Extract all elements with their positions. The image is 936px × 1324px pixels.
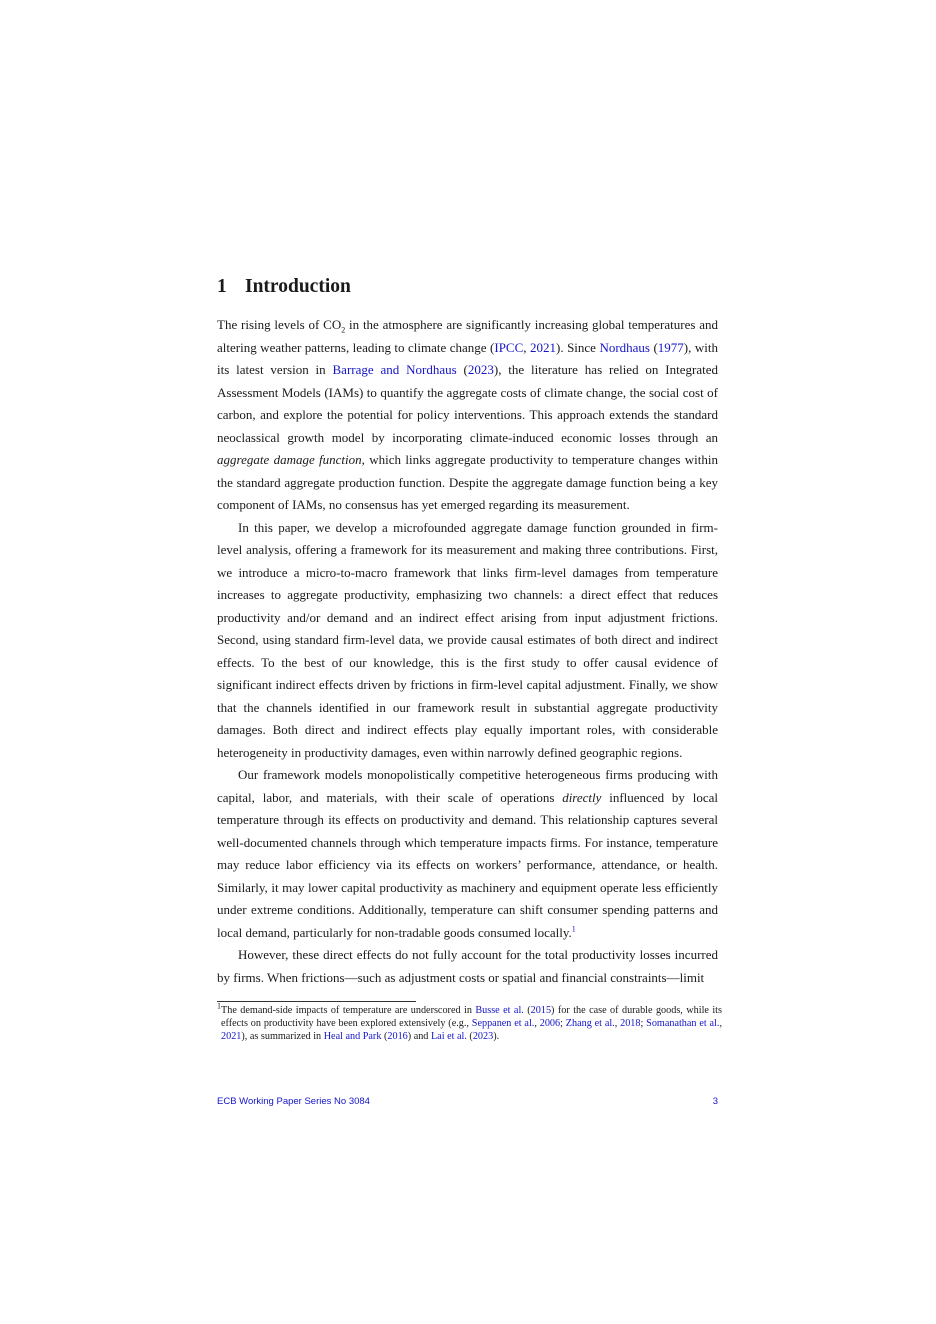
citation-link-ipcc[interactable]: IPCC — [494, 339, 524, 355]
section-number: 1 — [217, 276, 227, 297]
footnote-rule — [217, 1001, 416, 1002]
text-run: , — [534, 1018, 540, 1029]
text-run: ( — [649, 339, 658, 355]
citation-link-nordhaus-year[interactable]: 1977 — [657, 339, 684, 355]
citation-link-busse-year[interactable]: 2015 — [530, 1005, 552, 1016]
footnote-mark-link[interactable]: 1 — [571, 924, 576, 934]
footer-page-number: 3 — [712, 1096, 718, 1107]
text-run: ( — [466, 1031, 473, 1042]
text-run: ), the literature has relied on Integrated Assessment Models (IAMs) to quantify the aggregate costs of climate change, the social cost of carbon, and explore the potential for policy interventions. This approach extends the standard neoclassical growth model by incorporating climate-induced economic losses through an — [217, 362, 718, 445]
page-footer — [217, 1096, 718, 1107]
co2-subscript: 2 — [341, 325, 346, 335]
text-run: Our framework models monopolistically competitive heterogeneous firms producing with capital, labor, and materials, with their scale of operations — [217, 767, 718, 805]
text-run: The rising levels of CO — [217, 317, 342, 332]
paragraph-2: In this paper, we develop a microfounded aggregate damage function grounded in firm-level analysis, offering a framework for its measurement and making three contributions. First, we introduce a micro-to-macro framework that links firm-level damages from temperature increases to aggregate productivity, emphasizing two channels: a direct effect that reduces productivity and/or demand and an indirect effect arising from input adjustment frictions. Second, using standard firm-level data, we provide causal estimates of both direct and indirect effects. To the best of our knowledge, this is the first study to offer causal evidence of significant indirect effects driven by frictions in firm-level capital adjustment. Finally, we show that the channels identified in our framework result in substantial aggregate productivity damages. Both direct and indirect effects play equally important roles, with considerable heterogeneity in productivity damages, even within narrowly defined geographic regions. — [217, 519, 718, 760]
footnote — [217, 1001, 722, 1043]
paragraph-1 — [217, 314, 718, 517]
text-run: , — [523, 339, 531, 355]
text-run: influenced by local temperature through its effects on productivity and demand. This relationship captures several well-documented channels through which temperature impacts firms. For instance, temperature may reduce labor efficiency via its effects on workers’ performance, attendance, or health. Similarly, it may lower capital productivity as machinery and equipment operate less efficiently under extreme conditions. Additionally, temperature can shift consumer spending patterns and local demand, particularly for non-tradable goods consumed locally. — [217, 789, 718, 940]
citation-link-barrage-year[interactable]: 2023 — [467, 362, 494, 377]
citation-link-somanathan-year[interactable]: 2021 — [221, 1031, 242, 1042]
citation-link-zhang[interactable]: Zhang et al. — [565, 1018, 615, 1029]
citation-link-busse[interactable]: Busse et al. — [475, 1005, 524, 1016]
citation-link-barrage[interactable]: Barrage and Nordhaus — [332, 362, 457, 377]
citation-link-seppanen-year[interactable]: 2006 — [539, 1018, 561, 1029]
text-run: , — [719, 1018, 722, 1029]
citation-link-zhang-year[interactable]: 2018 — [620, 1018, 641, 1029]
citation-link-lai[interactable]: Lai et al. — [430, 1031, 467, 1042]
section-title: Introduction — [245, 276, 351, 297]
text-run: The demand-side impacts of temperature are underscored in — [221, 1005, 476, 1016]
text-run: , — [614, 1018, 621, 1029]
text-run: in the atmosphere are significantly increasing global temperatures and altering weather patterns, leading to climate change ( — [217, 317, 718, 355]
citation-link-heal-park[interactable]: Heal and Park — [323, 1031, 382, 1042]
text-run: ( — [523, 1005, 531, 1016]
section-heading — [217, 276, 351, 298]
text-run: ), with its latest version in — [217, 339, 718, 377]
citation-link-lai-year[interactable]: 2023 — [472, 1031, 494, 1042]
text-run: ( — [456, 362, 468, 377]
text-run: ( — [381, 1031, 388, 1042]
citation-link-ipcc-year[interactable]: 2021 — [530, 339, 557, 355]
paragraph-3 — [217, 764, 718, 944]
text-run: ) for the case of durable goods, while its effects on productivity have been explored extensively (e.g., — [221, 1005, 722, 1029]
italic-term: directly — [562, 789, 602, 805]
text-run: ; — [640, 1018, 647, 1029]
citation-link-heal-park-year[interactable]: 2016 — [387, 1031, 408, 1042]
text-run: , which links aggregate productivity to temperature changes within the standard aggregate production function. Despite the aggregate damage function being a key component of IAMs, no consensus has yet emerged regarding its measurement. — [217, 452, 718, 512]
citation-link-somanathan[interactable]: Somanathan et al. — [646, 1018, 720, 1029]
body-text — [217, 314, 718, 989]
paragraph-4: However, these direct effects do not fully account for the total productivity losses incurred by firms. When frictions—such as adjustment costs or spatial and financial constraints—limit — [217, 947, 718, 985]
text-run: ) and — [407, 1031, 431, 1042]
footnote-number: 1 — [217, 1001, 221, 1011]
text-run: ). Since — [556, 339, 600, 355]
italic-term: aggregate damage function — [217, 452, 362, 467]
text-run: ), as summarized in — [241, 1031, 324, 1042]
text-run: ; — [560, 1018, 566, 1029]
citation-link-seppanen[interactable]: Seppanen et al. — [471, 1018, 535, 1029]
text-run: ). — [493, 1031, 500, 1042]
footer-series: ECB Working Paper Series No 3084 — [217, 1096, 370, 1107]
citation-link-nordhaus[interactable]: Nordhaus — [599, 339, 650, 355]
